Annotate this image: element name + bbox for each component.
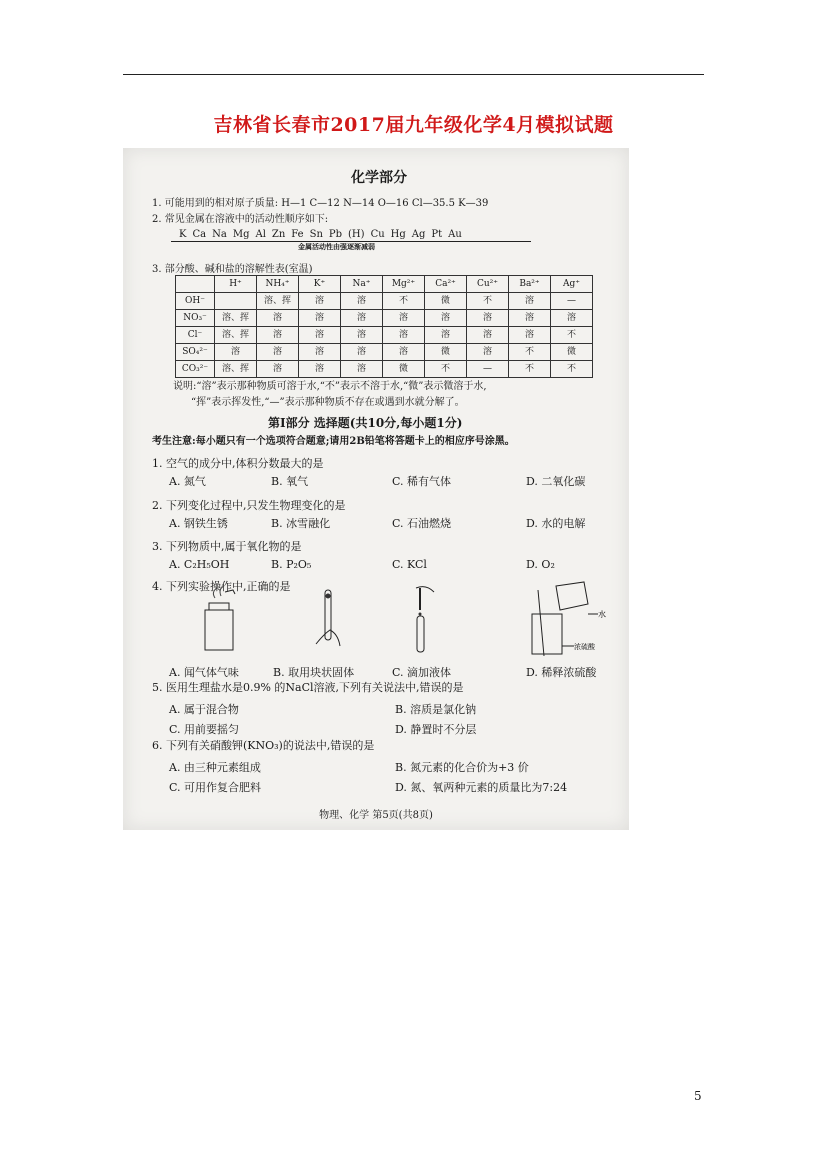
activity-metal: Ag <box>411 229 426 240</box>
activity-metal: Ca <box>192 229 207 240</box>
anion-label: OH⁻ <box>176 293 215 310</box>
answer-option: D. 静置时不分层 <box>395 723 477 736</box>
anion-label: SO₄²⁻ <box>176 344 215 361</box>
table-row <box>176 293 593 310</box>
beaker-sniff-figure <box>201 584 241 654</box>
solubility-cell: 微 <box>425 293 467 310</box>
solubility-cell: 不 <box>425 361 467 378</box>
cation-header: Ag⁺ <box>551 276 593 293</box>
activity-metal: Zn <box>271 229 286 240</box>
solubility-cell: 微 <box>425 344 467 361</box>
anion-label: CO₃²⁻ <box>176 361 215 378</box>
cation-header: K⁺ <box>299 276 341 293</box>
atomic-mass-line: 1. 可能用到的相对原子质量: H—1 C—12 N—14 O—16 Cl—35.5 K—39 <box>152 198 489 209</box>
answer-option: C. 用前要摇匀 <box>169 723 240 736</box>
solubility-cell: 溶、挥 <box>215 310 257 327</box>
answer-option: C. 稀有气体 <box>392 475 452 488</box>
solubility-cell: 溶 <box>257 361 299 378</box>
answer-option: A. 氮气 <box>169 475 206 488</box>
activity-metal: Fe <box>291 229 304 240</box>
activity-caption: 金属活动性由强逐渐减弱 <box>298 242 375 251</box>
answer-option: B. 氧气 <box>271 475 309 488</box>
part1-title: 第Ⅰ部分 选择题(共10分,每小题1分) <box>268 416 463 430</box>
solubility-cell: 溶 <box>341 310 383 327</box>
solubility-cell: 溶 <box>509 327 551 344</box>
question-stem: 2. 下列变化过程中,只发生物理变化的是 <box>152 499 346 512</box>
answer-option: C. 可用作复合肥料 <box>169 781 262 794</box>
solubility-intro: 3. 部分酸、碱和盐的溶解性表(室温) <box>152 264 313 275</box>
activity-metal: Mg <box>232 229 250 240</box>
header-rule <box>123 74 704 75</box>
activity-metal: Pt <box>431 229 443 240</box>
dilute-acid-figure <box>518 580 608 660</box>
answer-option: D. 氮、氧两种元素的质量比为7:24 <box>395 781 568 794</box>
solubility-cell: 溶 <box>299 361 341 378</box>
test-tube-solid-figure <box>308 584 348 656</box>
solubility-cell: 溶 <box>257 344 299 361</box>
table-row <box>176 361 593 378</box>
solubility-cell: 溶 <box>509 293 551 310</box>
solubility-cell: 微 <box>383 361 425 378</box>
solubility-cell: 溶 <box>257 310 299 327</box>
answer-option: A. 属于混合物 <box>169 703 239 716</box>
table-row <box>176 344 593 361</box>
activity-metal: Sn <box>309 229 323 240</box>
solubility-cell: 溶 <box>383 310 425 327</box>
solubility-cell: 溶 <box>341 327 383 344</box>
activity-metal: Na <box>212 229 227 240</box>
solubility-cell: 不 <box>509 344 551 361</box>
solubility-cell: 溶、挥 <box>257 293 299 310</box>
answer-option: D. 稀释浓硫酸 <box>526 666 597 679</box>
solubility-cell: — <box>467 361 509 378</box>
table-header-row <box>176 276 593 293</box>
solubility-cell: 溶 <box>425 327 467 344</box>
table-note-2: “挥”表示挥发性,“—”表示那种物质不存在或遇到水就分解了。 <box>191 397 465 408</box>
table-note-1: 说明:“溶”表示那种物质可溶于水,“不”表示不溶于水,“微”表示微溶于水, <box>173 381 487 392</box>
scan-footer: 物理、化学 第5页(共8页) <box>319 810 433 821</box>
solubility-cell: 溶 <box>257 327 299 344</box>
question-stem: 6. 下列有关硝酸钾(KNO₃)的说法中,错误的是 <box>152 739 375 752</box>
solubility-cell: 溶 <box>467 344 509 361</box>
answer-option: B. 冰雪融化 <box>271 517 331 530</box>
page-number: 5 <box>694 1089 702 1103</box>
activity-metal: Al <box>255 229 266 240</box>
solubility-cell <box>215 293 257 310</box>
activity-metal: (H) <box>348 229 365 240</box>
solubility-cell: 溶、挥 <box>215 361 257 378</box>
answer-option: C. KCl <box>392 558 427 571</box>
answer-option: A. 闻气体气味 <box>169 666 239 679</box>
question-stem: 5. 医用生理盐水是0.9% 的NaCl溶液,下列有关说法中,错误的是 <box>152 681 464 694</box>
answer-option: B. 溶质是氯化钠 <box>395 703 477 716</box>
activity-series <box>179 229 462 241</box>
solubility-cell: 不 <box>383 293 425 310</box>
solubility-cell: 溶 <box>425 310 467 327</box>
cation-header: Ba²⁺ <box>509 276 551 293</box>
water-label: 水 <box>598 610 606 619</box>
anion-label: Cl⁻ <box>176 327 215 344</box>
solubility-cell: 微 <box>551 344 593 361</box>
table-row <box>176 327 593 344</box>
solubility-cell: 溶 <box>383 344 425 361</box>
answer-option: B. 氮元素的化合价为+3 价 <box>395 761 529 774</box>
solubility-cell: 溶 <box>341 344 383 361</box>
solubility-cell: 溶 <box>341 293 383 310</box>
document-title: 吉林省长春市2017届九年级化学4月模拟试题 <box>213 114 614 136</box>
solubility-cell: — <box>551 293 593 310</box>
activity-intro: 2. 常见金属在溶液中的活动性顺序如下: <box>152 214 329 225</box>
solubility-cell: 溶 <box>509 310 551 327</box>
dropper-figure <box>408 584 448 656</box>
solubility-cell: 溶 <box>383 327 425 344</box>
answer-option: D. O₂ <box>526 558 555 571</box>
question-stem: 3. 下列物质中,属于氧化物的是 <box>152 540 302 553</box>
solubility-cell: 溶 <box>299 310 341 327</box>
answer-option: B. P₂O₅ <box>271 558 312 571</box>
cation-header: Ca²⁺ <box>425 276 467 293</box>
cation-header: Mg²⁺ <box>383 276 425 293</box>
cation-header: H⁺ <box>215 276 257 293</box>
solubility-cell: 不 <box>509 361 551 378</box>
question-stem: 1. 空气的成分中,体积分数最大的是 <box>152 457 324 470</box>
activity-metal: Cu <box>370 229 385 240</box>
solubility-cell: 溶 <box>341 361 383 378</box>
solubility-cell: 溶 <box>467 327 509 344</box>
activity-metal: Pb <box>328 229 343 240</box>
solubility-cell: 不 <box>467 293 509 310</box>
solubility-cell: 溶、挥 <box>215 327 257 344</box>
activity-metal: K <box>179 229 187 240</box>
solubility-cell: 溶 <box>299 293 341 310</box>
solubility-cell: 不 <box>551 361 593 378</box>
table-row <box>176 310 593 327</box>
answer-option: D. 二氧化碳 <box>526 475 586 488</box>
answer-option: C. 石油燃烧 <box>392 517 452 530</box>
activity-metal: Hg <box>390 229 406 240</box>
scanned-exam-page <box>123 148 629 830</box>
cation-header: Na⁺ <box>341 276 383 293</box>
answer-option: C. 滴加液体 <box>392 666 452 679</box>
table-corner <box>176 276 215 293</box>
solubility-table <box>175 275 593 378</box>
question-stem: 4. 下列实验操作中,正确的是 <box>152 580 291 593</box>
solubility-cell: 溶 <box>299 344 341 361</box>
activity-metal: Au <box>448 229 462 240</box>
solubility-cell: 溶 <box>215 344 257 361</box>
solubility-cell: 溶 <box>551 310 593 327</box>
answer-option: B. 取用块状固体 <box>273 666 355 679</box>
exam-notice: 考生注意:每小题只有一个选项符合题意;请用2B铅笔将答题卡上的相应序号涂黑。 <box>152 436 515 447</box>
solubility-cell: 不 <box>551 327 593 344</box>
section-title: 化学部分 <box>351 170 407 186</box>
solubility-cell: 溶 <box>299 327 341 344</box>
answer-option: A. 钢铁生锈 <box>169 517 228 530</box>
answer-option: A. 由三种元素组成 <box>169 761 261 774</box>
cation-header: Cu²⁺ <box>467 276 509 293</box>
solubility-cell: 溶 <box>467 310 509 327</box>
answer-option: D. 水的电解 <box>526 517 586 530</box>
anion-label: NO₃⁻ <box>176 310 215 327</box>
cation-header: NH₄⁺ <box>257 276 299 293</box>
acid-label: 浓硫酸 <box>574 643 595 651</box>
answer-option: A. C₂H₅OH <box>169 558 230 571</box>
